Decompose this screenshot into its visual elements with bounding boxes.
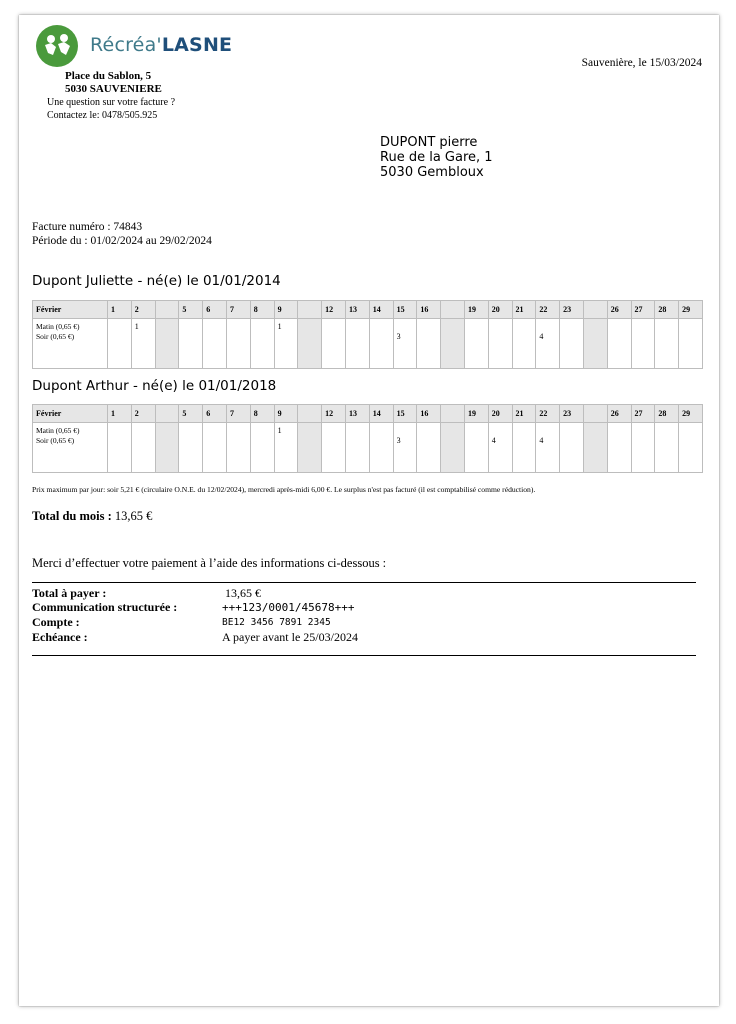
day-header: 12 — [322, 405, 346, 423]
attendance-cell — [464, 423, 488, 473]
total-month-label: Total du mois : — [32, 509, 112, 523]
attendance-cell: 4 — [536, 319, 560, 369]
day-header: 28 — [655, 301, 679, 319]
attendance-cell — [369, 423, 393, 473]
attendance-cell — [131, 423, 155, 473]
day-header — [155, 405, 179, 423]
attendance-cell: 1 — [131, 319, 155, 369]
day-header: 6 — [203, 301, 227, 319]
day-header: 15 — [393, 301, 417, 319]
day-header: 13 — [345, 301, 369, 319]
recipient-city: 5030 Gembloux — [380, 165, 484, 180]
attendance-cell: 3 — [393, 319, 417, 369]
payment-intro: Merci d’effectuer votre paiement à l’aide des informations ci-dessous : — [32, 556, 387, 570]
attendance-cell: 4 — [488, 423, 512, 473]
evening-label: Soir (0,65 €) — [36, 436, 75, 445]
day-header: 14 — [369, 405, 393, 423]
attendance-cell — [298, 319, 322, 369]
recipient-street: Rue de la Gare, 1 — [380, 150, 493, 165]
attendance-cell: 1 — [274, 319, 298, 369]
day-header: 15 — [393, 405, 417, 423]
attendance-cell — [441, 319, 465, 369]
day-header — [583, 405, 607, 423]
day-header — [298, 301, 322, 319]
sender-city: 5030 SAUVENIERE — [65, 83, 162, 95]
attendance-cell: 4 — [536, 423, 560, 473]
attendance-cell — [226, 423, 250, 473]
morning-label: Matin (0,65 €) — [36, 426, 80, 435]
day-header: 22 — [536, 301, 560, 319]
divider-bottom — [32, 655, 696, 656]
evening-label: Soir (0,65 €) — [36, 332, 75, 341]
attendance-cell — [512, 423, 536, 473]
day-header: 7 — [226, 405, 250, 423]
month-header: Février — [33, 301, 108, 319]
total-month — [32, 509, 152, 524]
attendance-cell: 1 — [274, 423, 298, 473]
attendance-cell — [155, 319, 179, 369]
attendance-cell — [298, 423, 322, 473]
invoice-period: Période du : 01/02/2024 au 29/02/2024 — [32, 235, 212, 247]
day-header: 16 — [417, 301, 441, 319]
attendance-cell — [250, 423, 274, 473]
attendance-cell — [441, 423, 465, 473]
price-note: Prix maximum par jour: soir 5,21 € (circulaire O.N.E. du 12/02/2024), mercredi après-midi 6,00 €. Le surplus n'est pas facturé (il est comptabilisé comme réduction). — [32, 485, 536, 494]
attendance-cell — [345, 319, 369, 369]
day-header: 26 — [607, 301, 631, 319]
communication-label: Communication structurée : — [32, 600, 178, 614]
total-month-value: 13,65 € — [114, 509, 153, 523]
day-header: 27 — [631, 301, 655, 319]
total-pay-label: Total à payer : — [32, 586, 107, 600]
attendance-cell — [583, 423, 607, 473]
attendance-cell — [488, 319, 512, 369]
session-labels — [33, 423, 108, 473]
attendance-cell — [607, 423, 631, 473]
recipient-name: DUPONT pierre — [380, 135, 478, 150]
day-header — [155, 301, 179, 319]
attendance-table — [32, 300, 703, 369]
day-header: 12 — [322, 301, 346, 319]
account-value: BE12 3456 7891 2345 — [222, 617, 331, 628]
attendance-cell — [179, 423, 203, 473]
day-header: 19 — [464, 405, 488, 423]
divider-top — [32, 582, 696, 583]
attendance-cell — [226, 319, 250, 369]
day-header: 29 — [679, 405, 703, 423]
attendance-cell — [322, 423, 346, 473]
day-header: 16 — [417, 405, 441, 423]
attendance-cell — [155, 423, 179, 473]
attendance-cell — [583, 319, 607, 369]
attendance-cell — [631, 423, 655, 473]
day-header — [441, 405, 465, 423]
attendance-cell — [322, 319, 346, 369]
attendance-cell — [203, 319, 227, 369]
day-header: 22 — [536, 405, 560, 423]
day-header: 1 — [108, 301, 132, 319]
attendance-cell — [179, 319, 203, 369]
day-header: 2 — [131, 301, 155, 319]
attendance-cell — [250, 319, 274, 369]
total-pay-value: 13,65 € — [225, 586, 261, 600]
day-header: 29 — [679, 301, 703, 319]
day-header: 13 — [345, 405, 369, 423]
day-header: 21 — [512, 405, 536, 423]
attendance-cell — [345, 423, 369, 473]
attendance-cell — [560, 423, 584, 473]
attendance-cell — [369, 319, 393, 369]
recipient-block — [380, 135, 493, 180]
attendance-cell — [679, 423, 703, 473]
question-text: Une question sur votre facture ? — [47, 97, 176, 108]
day-header: 7 — [226, 301, 250, 319]
due-label: Echéance : — [32, 630, 88, 644]
invoice-number: Facture numéro : 74843 — [32, 221, 143, 233]
attendance-table — [32, 404, 703, 473]
day-header — [298, 405, 322, 423]
day-header: 27 — [631, 405, 655, 423]
day-header — [441, 301, 465, 319]
child-title: Dupont Juliette - né(e) le 01/01/2014 — [32, 273, 281, 289]
date-line: Sauvenière, le 15/03/2024 — [581, 57, 702, 69]
day-header: 26 — [607, 405, 631, 423]
invoice-page — [19, 15, 719, 1006]
child-title: Dupont Arthur - né(e) le 01/01/2018 — [32, 378, 277, 394]
attendance-cell — [679, 319, 703, 369]
day-header: 8 — [250, 405, 274, 423]
communication-value: +++123/0001/45678+++ — [222, 601, 355, 614]
logo-icon — [36, 25, 78, 67]
attendance-cell — [203, 423, 227, 473]
day-header: 23 — [560, 405, 584, 423]
day-header — [583, 301, 607, 319]
day-header: 9 — [274, 405, 298, 423]
attendance-cell — [655, 423, 679, 473]
day-header: 20 — [488, 405, 512, 423]
attendance-cell — [512, 319, 536, 369]
morning-label: Matin (0,65 €) — [36, 322, 80, 331]
attendance-cell: 3 — [393, 423, 417, 473]
day-header: 1 — [108, 405, 132, 423]
day-header: 20 — [488, 301, 512, 319]
attendance-cell — [417, 319, 441, 369]
day-header: 19 — [464, 301, 488, 319]
due-value: A payer avant le 25/03/2024 — [222, 630, 358, 644]
sender-street: Place du Sablon, 5 — [65, 70, 152, 82]
month-header: Février — [33, 405, 108, 423]
attendance-cell — [464, 319, 488, 369]
account-label: Compte : — [32, 615, 80, 629]
day-header: 28 — [655, 405, 679, 423]
attendance-cell — [108, 423, 132, 473]
day-header: 6 — [203, 405, 227, 423]
attendance-cell — [560, 319, 584, 369]
attendance-cell — [417, 423, 441, 473]
day-header: 8 — [250, 301, 274, 319]
attendance-cell — [655, 319, 679, 369]
attendance-cell — [607, 319, 631, 369]
attendance-cell — [631, 319, 655, 369]
logo-wordmark: Récréa'LASNE — [90, 34, 233, 56]
day-header: 9 — [274, 301, 298, 319]
attendance-cell — [108, 319, 132, 369]
day-header: 21 — [512, 301, 536, 319]
day-header: 23 — [560, 301, 584, 319]
day-header: 14 — [369, 301, 393, 319]
day-header: 5 — [179, 301, 203, 319]
contact-text: Contactez le: 0478/505.925 — [47, 110, 158, 121]
day-header: 5 — [179, 405, 203, 423]
session-labels — [33, 319, 108, 369]
day-header: 2 — [131, 405, 155, 423]
